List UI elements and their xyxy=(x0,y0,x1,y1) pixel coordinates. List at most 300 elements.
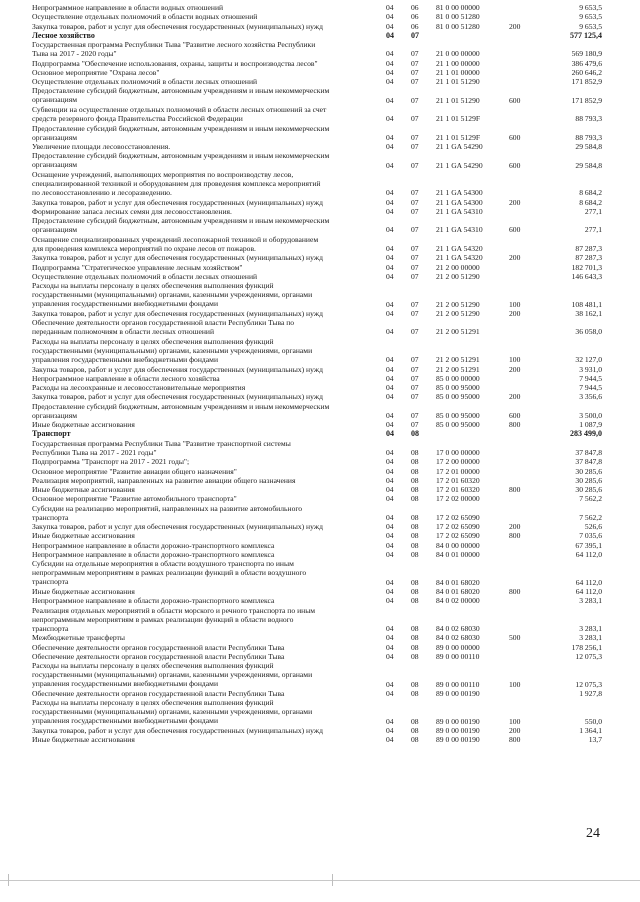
subsection-code: 08 xyxy=(411,577,419,587)
row-name xyxy=(32,124,377,142)
target-article-code: 21 1 01 5129F xyxy=(436,132,481,142)
table-row xyxy=(0,689,640,698)
amount: 7 944,5 xyxy=(579,373,602,383)
table-row xyxy=(0,643,640,652)
section-code: 04 xyxy=(386,716,394,726)
row-name xyxy=(32,3,377,12)
row-name-line: Основное мероприятие "Охрана лесов" xyxy=(32,67,160,77)
amount: 277,1 xyxy=(584,206,602,216)
row-name xyxy=(32,68,377,77)
target-article-code: 21 2 00 51290 xyxy=(436,308,480,318)
amount: 37 847,8 xyxy=(575,447,602,457)
amount: 37 847,8 xyxy=(575,457,602,467)
amount: 108 481,1 xyxy=(571,299,602,309)
row-name xyxy=(32,522,377,531)
row-name-line: Субсидии на отдельные мероприятия в области воздушного транспорта по иным xyxy=(32,559,294,569)
row-name-line: Государственная программа Республики Тыва "Развитие транспортной системы xyxy=(32,438,291,448)
table-row xyxy=(0,337,640,365)
row-name xyxy=(32,235,377,253)
target-article-code: 85 0 00 95000 xyxy=(436,392,480,402)
subsection-code: 07 xyxy=(411,420,419,430)
row-name-line: Тыва на 2017 - 2020 годы" xyxy=(32,49,117,59)
subsection-code: 08 xyxy=(411,735,419,745)
expense-type-code: 200 xyxy=(509,364,521,374)
subsection-code: 07 xyxy=(411,49,419,59)
subsection-code: 07 xyxy=(411,299,419,309)
target-article-code: 21 2 00 51291 xyxy=(436,327,480,337)
target-article-code: 89 0 00 00110 xyxy=(436,651,480,661)
row-name-line: Лесное хозяйство xyxy=(32,30,95,40)
expense-type-code: 200 xyxy=(509,253,521,263)
target-article-code: 21 2 00 00000 xyxy=(436,262,480,272)
subsection-code: 07 xyxy=(411,383,419,393)
row-name xyxy=(32,476,377,485)
target-article-code: 84 0 01 00000 xyxy=(436,549,480,559)
amount: 38 162,1 xyxy=(575,308,602,318)
row-name xyxy=(32,40,377,58)
subsection-code: 06 xyxy=(411,12,419,22)
section-code: 04 xyxy=(386,142,394,152)
row-name xyxy=(32,392,377,401)
table-row xyxy=(0,272,640,281)
table-row xyxy=(0,457,640,466)
table-row xyxy=(0,698,640,726)
table-row xyxy=(0,263,640,272)
table-row xyxy=(0,216,640,235)
row-name xyxy=(32,309,377,318)
row-name-line: Оснащение учреждений, выполняющих мероприятия по воспроизводству лесов, xyxy=(32,169,294,179)
section-code: 04 xyxy=(386,735,394,745)
subsection-code: 08 xyxy=(411,587,419,596)
table-row xyxy=(0,142,640,151)
row-name xyxy=(32,698,377,725)
row-name xyxy=(32,365,377,374)
section-code: 04 xyxy=(386,549,394,559)
section-code: 04 xyxy=(386,262,394,272)
row-name xyxy=(32,439,377,457)
row-name-line: транспорта xyxy=(32,623,69,633)
expense-type-code: 100 xyxy=(509,716,521,726)
row-name-line: государственными (муниципальными) органами, казенными учреждениями, органами xyxy=(32,290,313,300)
target-article-code: 21 1 GA 54320 xyxy=(436,253,483,263)
subsection-code: 08 xyxy=(411,679,419,689)
amount: 13,7 xyxy=(588,735,602,745)
row-name-line: Государственная программа Республики Тыва "Развитие лесного хозяйства Республики xyxy=(32,40,316,50)
table-row xyxy=(0,207,640,216)
subsection-code: 07 xyxy=(411,225,419,235)
amount: 577 125,4 xyxy=(570,30,602,40)
section-code: 04 xyxy=(386,327,394,337)
row-name-line: организациям xyxy=(32,410,78,420)
target-article-code: 17 2 02 00000 xyxy=(436,494,480,504)
table-row xyxy=(0,476,640,485)
section-row xyxy=(0,31,640,40)
amount: 30 285,6 xyxy=(575,466,602,476)
subsection-code: 08 xyxy=(411,494,419,504)
row-name xyxy=(32,31,377,40)
amount: 146 643,3 xyxy=(571,271,602,281)
target-article-code: 21 1 00 00000 xyxy=(436,58,480,68)
section-code: 04 xyxy=(386,475,394,485)
section-code: 04 xyxy=(386,392,394,402)
row-name-line: Подпрограмма "Стратегическое управление лесным хозяйством" xyxy=(32,262,243,272)
target-article-code: 21 1 GA 54320 xyxy=(436,244,483,254)
row-name xyxy=(32,559,377,586)
expense-type-code: 800 xyxy=(509,420,521,430)
row-name-line: управления государственными внебюджетными фондами xyxy=(32,716,219,726)
amount: 32 127,0 xyxy=(575,355,602,365)
row-name xyxy=(32,272,377,281)
target-article-code: 85 0 00 95000 xyxy=(436,420,480,430)
row-name xyxy=(32,216,377,234)
expense-type-code: 600 xyxy=(509,225,521,235)
table-row xyxy=(0,40,640,59)
subsection-code: 07 xyxy=(411,67,419,77)
row-name-line: Расходы на выплаты персоналу в целях обеспечения выполнения функций xyxy=(32,281,274,291)
amount: 8 684,2 xyxy=(579,197,602,207)
amount: 3 283,1 xyxy=(579,633,602,643)
row-name-line: Предоставление субсидий бюджетным, автономным учреждениям и иным некоммерческим xyxy=(32,401,330,411)
subsection-code: 07 xyxy=(411,95,419,105)
amount: 7 562,2 xyxy=(579,494,602,504)
row-name-line: Основное мероприятие "Развитие автомобильного транспорта" xyxy=(32,494,237,504)
expense-type-code: 200 xyxy=(509,21,521,31)
row-name xyxy=(32,198,377,207)
target-article-code: 17 2 02 65090 xyxy=(436,512,480,522)
row-name-line: Иные бюджетные ассигнования xyxy=(32,531,135,541)
subsection-code: 08 xyxy=(411,475,419,485)
amount: 7 035,6 xyxy=(579,531,602,541)
amount: 9 653,5 xyxy=(579,12,602,22)
section-code: 04 xyxy=(386,679,394,689)
expense-type-code: 100 xyxy=(509,355,521,365)
target-article-code: 85 0 00 95000 xyxy=(436,383,480,393)
row-name xyxy=(32,467,377,476)
subsection-code: 07 xyxy=(411,355,419,365)
target-article-code: 89 0 00 00190 xyxy=(436,726,480,736)
amount: 3 283,1 xyxy=(579,624,602,634)
expense-type-code: 100 xyxy=(509,299,521,309)
target-article-code: 89 0 00 00110 xyxy=(436,679,480,689)
table-row xyxy=(0,633,640,642)
row-name-line: специализированной техникой и оборудованием для проведения комплекса мероприятий xyxy=(32,178,321,188)
target-article-code: 17 2 01 60320 xyxy=(436,485,480,495)
amount: 29 584,8 xyxy=(575,160,602,170)
subsection-code: 08 xyxy=(411,457,419,467)
section-code: 04 xyxy=(386,651,394,661)
section-code: 04 xyxy=(386,540,394,550)
amount: 569 180,9 xyxy=(571,49,602,59)
section-code: 04 xyxy=(386,485,394,495)
subsection-code: 07 xyxy=(411,392,419,402)
table-row xyxy=(0,420,640,429)
row-name xyxy=(32,541,377,550)
amount: 260 646,2 xyxy=(571,67,602,77)
target-article-code: 85 0 00 95000 xyxy=(436,410,480,420)
row-name-line: транспорта xyxy=(32,512,69,522)
section-code: 04 xyxy=(386,95,394,105)
target-article-code: 21 1 GA 54300 xyxy=(436,188,483,198)
row-name-line: организациям xyxy=(32,225,78,235)
amount: 67 395,1 xyxy=(575,540,602,550)
row-name-line: Осуществление отдельных полномочий в области водных отношений xyxy=(32,12,258,22)
row-name-line: Непрограммное направление в области водных отношений xyxy=(32,3,224,12)
section-code: 04 xyxy=(386,271,394,281)
section-code: 04 xyxy=(386,447,394,457)
row-name-line: переданным полномочиям в области лесных отношений xyxy=(32,327,215,337)
table-row xyxy=(0,467,640,476)
section-code: 04 xyxy=(386,253,394,263)
subsection-code: 08 xyxy=(411,522,419,532)
row-name xyxy=(32,337,377,364)
target-article-code: 21 1 01 5129F xyxy=(436,114,481,124)
subsection-code: 07 xyxy=(411,188,419,198)
row-name-line: Оснащение специализированных учреждений лесопожарной техникой и оборудованием xyxy=(32,234,319,244)
subsection-code: 07 xyxy=(411,308,419,318)
row-name xyxy=(32,606,377,633)
scan-edge-line xyxy=(0,880,640,881)
section-code: 04 xyxy=(386,688,394,698)
subsection-code: 08 xyxy=(411,540,419,550)
row-name xyxy=(32,253,377,262)
row-name xyxy=(32,587,377,596)
target-article-code: 89 0 00 00190 xyxy=(436,735,480,745)
table-row xyxy=(0,494,640,503)
amount: 87 287,3 xyxy=(575,253,602,263)
row-name-line: Субсидии на реализацию мероприятий, направленных на развитие автомобильного xyxy=(32,503,303,513)
subsection-code: 07 xyxy=(411,114,419,124)
section-code: 04 xyxy=(386,160,394,170)
section-code: 04 xyxy=(386,132,394,142)
amount: 283 499,0 xyxy=(570,429,602,439)
row-name-line: средств резервного фонда Правительства Российской Федерации xyxy=(32,113,243,123)
expense-type-code: 800 xyxy=(509,531,521,541)
target-article-code: 21 1 01 00000 xyxy=(436,67,480,77)
table-row xyxy=(0,559,640,587)
row-name-line: Расходы на выплаты персоналу в целях обеспечения выполнения функций xyxy=(32,661,274,671)
expense-type-code: 600 xyxy=(509,95,521,105)
row-name xyxy=(32,485,377,494)
target-article-code: 17 2 01 60320 xyxy=(436,475,480,485)
section-code: 04 xyxy=(386,244,394,254)
section-code: 04 xyxy=(386,410,394,420)
table-row xyxy=(0,587,640,596)
table-row xyxy=(0,541,640,550)
row-name-line: организациям xyxy=(32,160,78,170)
row-name-line: Непрограммное направление в области дорожно-транспортного комплекса xyxy=(32,549,275,559)
subsection-code: 07 xyxy=(411,271,419,281)
subsection-code: 07 xyxy=(411,30,419,40)
row-name-line: Транспорт xyxy=(32,429,71,439)
row-name xyxy=(32,151,377,169)
amount: 1 364,1 xyxy=(579,726,602,736)
section-code: 04 xyxy=(386,67,394,77)
row-name xyxy=(32,429,377,438)
table-row xyxy=(0,198,640,207)
row-name-line: Иные бюджетные ассигнования xyxy=(32,735,135,745)
row-name-line: Обеспечение деятельности органов государственной власти Республики Тыва xyxy=(32,642,285,652)
subsection-code: 07 xyxy=(411,77,419,87)
row-name xyxy=(32,726,377,735)
target-article-code: 84 0 01 68020 xyxy=(436,577,480,587)
subsection-code: 08 xyxy=(411,716,419,726)
table-row xyxy=(0,309,640,318)
row-name-line: Закупка товаров, работ и услуг для обеспечения государственных (муниципальных) нужд xyxy=(32,364,323,374)
table-row xyxy=(0,504,640,523)
subsection-code: 08 xyxy=(411,642,419,652)
amount: 36 058,0 xyxy=(575,327,602,337)
scan-edge-mark xyxy=(8,874,9,886)
row-name xyxy=(32,504,377,522)
scan-edge-mark xyxy=(332,874,333,886)
table-row xyxy=(0,735,640,744)
section-code: 04 xyxy=(386,225,394,235)
row-name-line: Закупка товаров, работ и услуг для обеспечения государственных (муниципальных) нужд xyxy=(32,726,323,736)
expense-type-code: 800 xyxy=(509,587,521,596)
amount: 64 112,0 xyxy=(575,587,602,596)
section-code: 04 xyxy=(386,633,394,643)
section-code: 04 xyxy=(386,596,394,606)
table-row xyxy=(0,383,640,392)
row-name-line: транспорта xyxy=(32,577,69,587)
section-row xyxy=(0,429,640,438)
row-name xyxy=(32,531,377,540)
page-number: 24 xyxy=(586,826,600,841)
expense-type-code: 800 xyxy=(509,485,521,495)
amount: 3 356,6 xyxy=(579,392,602,402)
section-code: 04 xyxy=(386,3,394,12)
amount: 277,1 xyxy=(584,225,602,235)
amount: 178 256,1 xyxy=(571,642,602,652)
section-code: 04 xyxy=(386,364,394,374)
expense-type-code: 600 xyxy=(509,160,521,170)
amount: 7 944,5 xyxy=(579,383,602,393)
subsection-code: 07 xyxy=(411,132,419,142)
section-code: 04 xyxy=(386,206,394,216)
subsection-code: 08 xyxy=(411,485,419,495)
target-article-code: 21 1 01 51290 xyxy=(436,95,480,105)
row-name-line: Предоставление субсидий бюджетным, автономным учреждениям и иным некоммерческим xyxy=(32,216,330,226)
row-name-line: управления государственными внебюджетными фондами xyxy=(32,299,219,309)
table-row xyxy=(0,485,640,494)
row-name-line: Предоставление субсидий бюджетным, автономным учреждениям и иным некоммерческим xyxy=(32,151,330,161)
subsection-code: 06 xyxy=(411,3,419,12)
amount: 9 653,5 xyxy=(579,21,602,31)
amount: 171 852,9 xyxy=(571,77,602,87)
subsection-code: 08 xyxy=(411,466,419,476)
row-name-line: Расходы на выплаты персоналу в целях обеспечения выполнения функций xyxy=(32,336,274,346)
row-name-line: Предоставление субсидий бюджетным, автономным учреждениям и иным некоммерческим xyxy=(32,86,330,96)
row-name xyxy=(32,550,377,559)
table-row xyxy=(0,151,640,170)
row-name-line: организациям xyxy=(32,95,78,105)
row-name xyxy=(32,735,377,744)
target-article-code: 17 0 00 00000 xyxy=(436,447,480,457)
row-name xyxy=(32,170,377,197)
amount: 9 653,5 xyxy=(579,3,602,12)
row-name-line: организациям xyxy=(32,132,78,142)
table-row xyxy=(0,531,640,540)
amount: 550,0 xyxy=(584,716,602,726)
amount: 3 931,0 xyxy=(579,364,602,374)
table-row xyxy=(0,124,640,143)
section-code: 04 xyxy=(386,308,394,318)
section-code: 04 xyxy=(386,429,394,439)
target-article-code: 21 0 00 00000 xyxy=(436,49,480,59)
row-name-line: Осуществление отдельных полномочий в области лесных отношений xyxy=(32,77,258,87)
row-name xyxy=(32,374,377,383)
row-name xyxy=(32,420,377,429)
row-name-line: Непрограммное направление в области дорожно-транспортного комплекса xyxy=(32,596,275,606)
amount: 87 287,3 xyxy=(575,244,602,254)
target-article-code: 17 2 02 65090 xyxy=(436,531,480,541)
section-code: 04 xyxy=(386,494,394,504)
section-code: 04 xyxy=(386,114,394,124)
table-row xyxy=(0,3,640,12)
row-name xyxy=(32,633,377,642)
row-name-line: Реализация отдельных мероприятий в области морского и речного транспорта по иным xyxy=(32,605,316,615)
table-row xyxy=(0,318,640,337)
section-code: 04 xyxy=(386,531,394,541)
row-name xyxy=(32,689,377,698)
table-row xyxy=(0,77,640,86)
subsection-code: 07 xyxy=(411,373,419,383)
target-article-code: 17 2 00 00000 xyxy=(436,457,480,467)
row-name-line: Закупка товаров, работ и услуг для обеспечения государственных (муниципальных) нужд xyxy=(32,197,323,207)
section-code: 04 xyxy=(386,30,394,40)
amount: 8 684,2 xyxy=(579,188,602,198)
row-name-line: Обеспечение деятельности органов государственной власти Республики Тыва xyxy=(32,651,285,661)
row-name-line: Иные бюджетные ассигнования xyxy=(32,587,135,596)
target-article-code: 17 2 02 65090 xyxy=(436,522,480,532)
subsection-code: 07 xyxy=(411,253,419,263)
subsection-code: 06 xyxy=(411,21,419,31)
table-row xyxy=(0,365,640,374)
expense-type-code: 100 xyxy=(509,679,521,689)
row-name-line: государственными (муниципальными) органами, казенными учреждениями, органами xyxy=(32,707,313,717)
section-code: 04 xyxy=(386,587,394,596)
amount: 3 283,1 xyxy=(579,596,602,606)
table-row xyxy=(0,392,640,401)
row-name-line: Увеличение площади лесовосстановления. xyxy=(32,142,171,152)
section-code: 04 xyxy=(386,642,394,652)
subsection-code: 08 xyxy=(411,726,419,736)
row-name-line: Республики Тыва на 2017 - 2021 годы" xyxy=(32,447,157,457)
target-article-code: 89 0 00 00190 xyxy=(436,688,480,698)
subsection-code: 07 xyxy=(411,58,419,68)
row-name-line: Иные бюджетные ассигнования xyxy=(32,420,135,430)
row-name-line: непрограммным мероприятиям в рамках реализации функций в области водного xyxy=(32,614,294,624)
row-name-line: управления государственными внебюджетными фондами xyxy=(32,679,219,689)
section-code: 04 xyxy=(386,512,394,522)
row-name-line: управления государственными внебюджетными фондами xyxy=(32,354,219,364)
row-name xyxy=(32,643,377,652)
subsection-code: 08 xyxy=(411,688,419,698)
expense-type-code: 600 xyxy=(509,410,521,420)
table-row xyxy=(0,281,640,309)
section-code: 04 xyxy=(386,577,394,587)
row-name-line: Основное мероприятие "Развитие авиации общего назначения" xyxy=(32,466,237,476)
section-code: 04 xyxy=(386,383,394,393)
row-name-line: государственными (муниципальными) органами, казенными учреждениями, органами xyxy=(32,345,313,355)
amount: 1 927,8 xyxy=(579,688,602,698)
target-article-code: 89 0 00 00000 xyxy=(436,642,480,652)
section-code: 04 xyxy=(386,49,394,59)
table-row xyxy=(0,170,640,198)
row-name-line: Подпрограмма "Обеспечение использования, охраны, защиты и воспроизводства лесов" xyxy=(32,58,318,68)
target-article-code: 21 2 00 51291 xyxy=(436,355,480,365)
target-article-code: 81 0 00 51280 xyxy=(436,21,480,31)
